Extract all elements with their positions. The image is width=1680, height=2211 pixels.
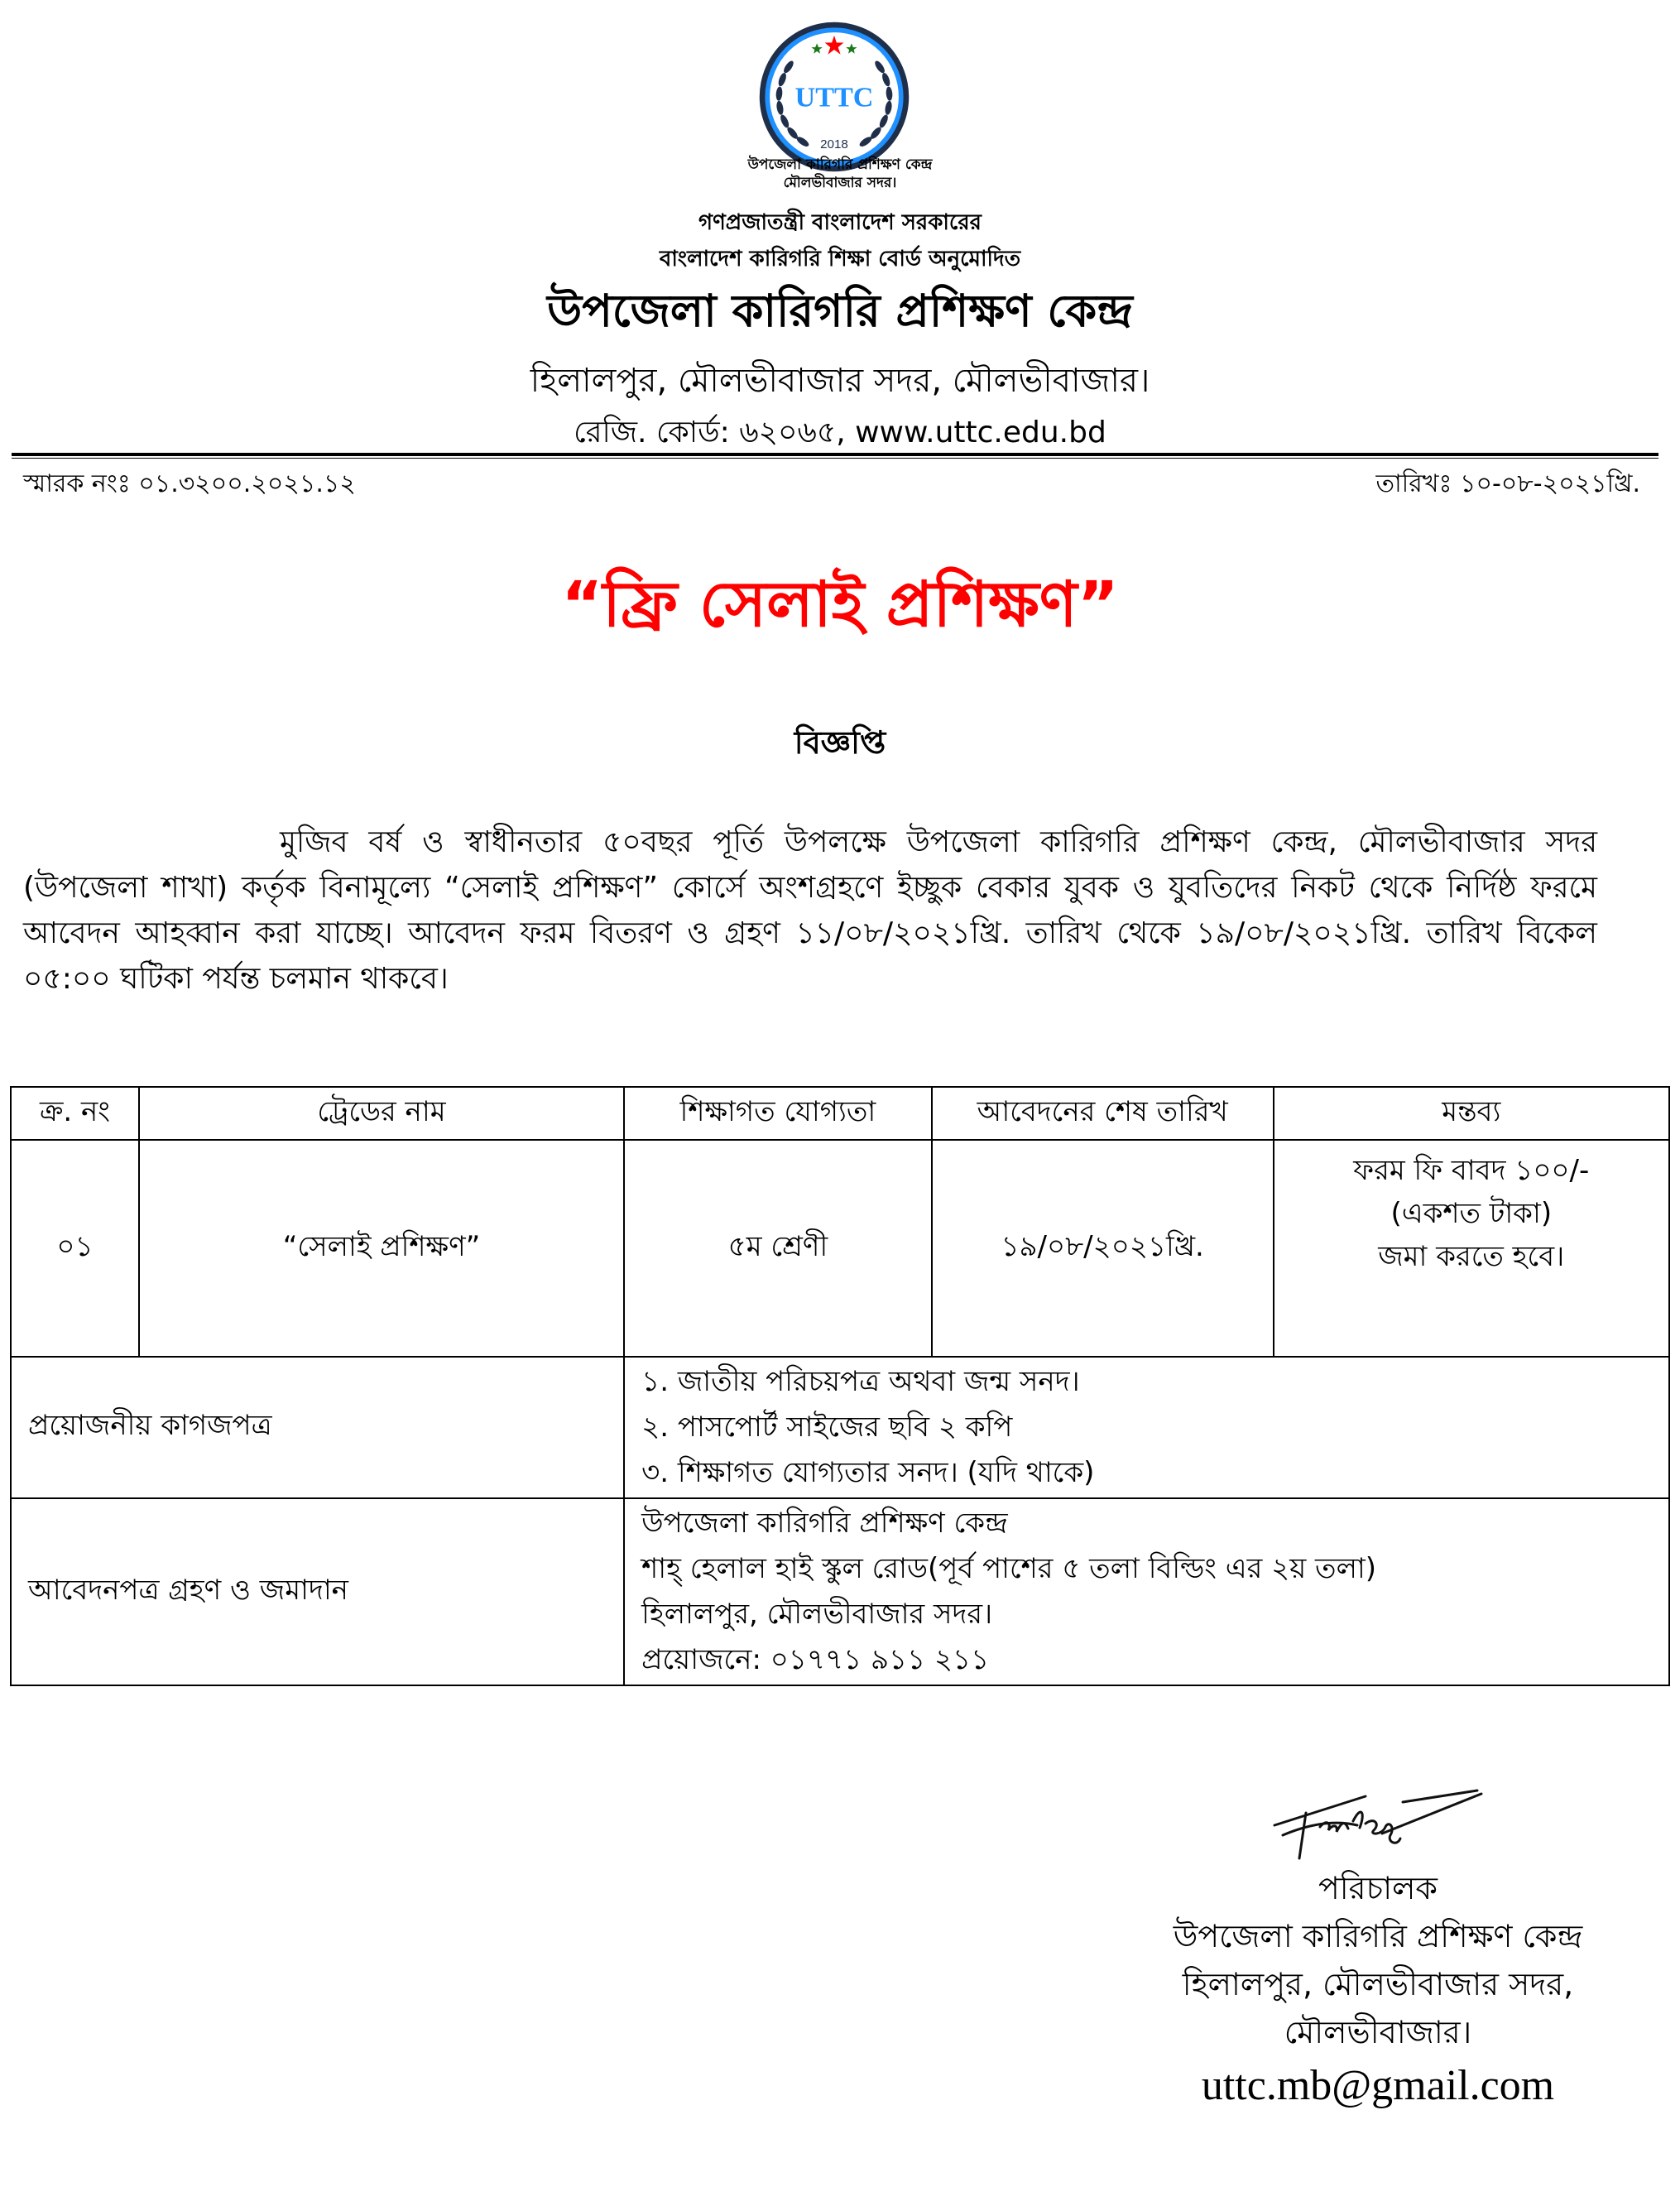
table-header-row <box>11 1087 1669 1140</box>
signatory-designation: পরিচালক <box>1318 1870 1438 1906</box>
header-trade: ট্রেডের নাম <box>139 1087 624 1140</box>
government-line: গণপ্রজাতন্ত্রী বাংলাদেশ সরকারের <box>698 210 982 235</box>
registration-line: রেজি. কোর্ড: ৬২০৬৫, www.uttc.edu.bd <box>574 416 1106 449</box>
notice-title: বিজ্ঞপ্তি <box>794 724 886 761</box>
contact-email[interactable]: uttc.mb@gmail.com <box>1201 2062 1555 2109</box>
logo-text: UTTC <box>794 82 874 113</box>
document-item: ২. পাসপোর্ট সাইজের ছবি ২ কপি <box>641 1411 1013 1444</box>
logo-caption-line2: মৌলভীবাজার সদর। <box>783 175 897 191</box>
submission-line: উপজেলা কারিগরি প্রশিক্ষণ কেন্দ্র <box>641 1507 1008 1540</box>
uttc-logo <box>756 18 913 175</box>
header-deadline: আবেদনের শেষ তারিখ <box>932 1087 1274 1140</box>
header-remarks: মন্তব্য <box>1274 1087 1669 1140</box>
notice-body: মুজিব বর্ষ ও স্বাধীনতার ৫০বছর পূর্তি উপলক্ষে উপজেলা কারিগরি প্রশিক্ষণ কেন্দ্র, মৌলভীবাজার সদর (উপজেলা শাখা) কর্তৃক বিনামূল্যে “সেলাই প্রশিক্ষণ” কোর্সে অংশগ্রহণে ইচ্ছুক বেকার যুবক ও যুবতিদের নিকট থেকে নির্দিষ্ঠ ফরমে আবেদন আহব্বান করা যাচ্ছে। আবেদন ফরম বিতরণ ও গ্রহণ ১১/০৮/২০২১খ্রি. তারিখ থেকে ১৯/০৮/২০২১খ্রি. তারিখ বিকেল ০৫:০০ ঘটিকা পর্যন্ত চলমান থাকবে। <box>23 825 1597 996</box>
memo-number: স্মারক নংঃ ০১.৩২০০.২০২১.১২ <box>23 469 356 498</box>
board-approval-line: বাংলাদেশ কারিগরি শিক্ষা বোর্ড অনুমোদিত <box>659 247 1021 272</box>
signatory-address-line1: হিলালপুর, মৌলভীবাজার সদর, <box>1182 1966 1574 2002</box>
submission-label: আবেদনপত্র গ্রহণ ও জমাদান <box>11 1498 624 1685</box>
cell-serial: ০১ <box>11 1140 139 1357</box>
cell-trade: “সেলাই প্রশিক্ষণ” <box>139 1140 624 1357</box>
issue-date: তারিখঃ ১০-০৮-২০২১খ্রি. <box>1375 469 1640 498</box>
signatory-organization: উপজেলা কারিগরি প্রশিক্ষণ কেন্দ্র <box>1173 1918 1583 1954</box>
info-table <box>10 1086 1670 1686</box>
document-item: ১. জাতীয় পরিচয়পত্র অথবা জন্ম সনদ। <box>641 1365 1080 1398</box>
remarks-line: জমা করতে হবে। <box>1378 1240 1565 1273</box>
headline: “ফ্রি সেলাই প্রশিক্ষণ” <box>561 567 1119 641</box>
signatory-address-line2: মৌলভীবাজার। <box>1284 2014 1472 2050</box>
documents-label: প্রয়োজনীয় কাগজপত্র <box>11 1357 624 1498</box>
submission-address <box>624 1498 1669 1685</box>
remarks-line: ফরম ফি বাবদ ১০০/- <box>1353 1154 1590 1187</box>
organization-address: হিলালপুর, মৌলভীবাজার সদর, মৌলভীবাজার। <box>530 362 1150 400</box>
table-row <box>11 1140 1669 1357</box>
cell-deadline: ১৯/০৮/২০২১খ্রি. <box>932 1140 1274 1357</box>
signature-image <box>1241 1776 1506 1867</box>
documents-list <box>624 1357 1669 1498</box>
submission-line: শাহ্‌ হেলাল হাই স্কুল রোড(পূর্ব পাশের ৫ তলা বিল্ডিং এর ২য় তলা) <box>641 1552 1377 1585</box>
logo-caption-line1: উপজেলা কারিগরি প্রশিক্ষণ কেন্দ্র <box>747 156 933 173</box>
logo-year: 2018 <box>820 137 848 151</box>
submission-phone: প্রয়োজনে: ০১৭৭১ ৯১১ ২১১ <box>641 1643 990 1676</box>
logo-caption <box>703 156 977 192</box>
remarks-line: (একশত টাকা) <box>1390 1197 1553 1230</box>
submission-line: হিলালপুর, মৌলভীবাজার সদর। <box>641 1598 993 1631</box>
organization-title: উপজেলা কারিগরি প্রশিক্ষণ কেন্দ্র <box>547 285 1133 337</box>
header-qualification: শিক্ষাগত যোগ্যতা <box>624 1087 932 1140</box>
submission-row <box>11 1498 1669 1685</box>
signatory-block <box>1076 1864 1680 2056</box>
cell-qualification: ৫ম শ্রেণী <box>624 1140 932 1357</box>
header-divider <box>12 453 1658 459</box>
documents-row <box>11 1357 1669 1498</box>
document-item: ৩. শিক্ষাগত যোগ্যতার সনদ। (যদি থাকে) <box>641 1456 1095 1489</box>
cell-remarks <box>1274 1140 1669 1357</box>
header-serial: ক্র. নং <box>11 1087 139 1140</box>
